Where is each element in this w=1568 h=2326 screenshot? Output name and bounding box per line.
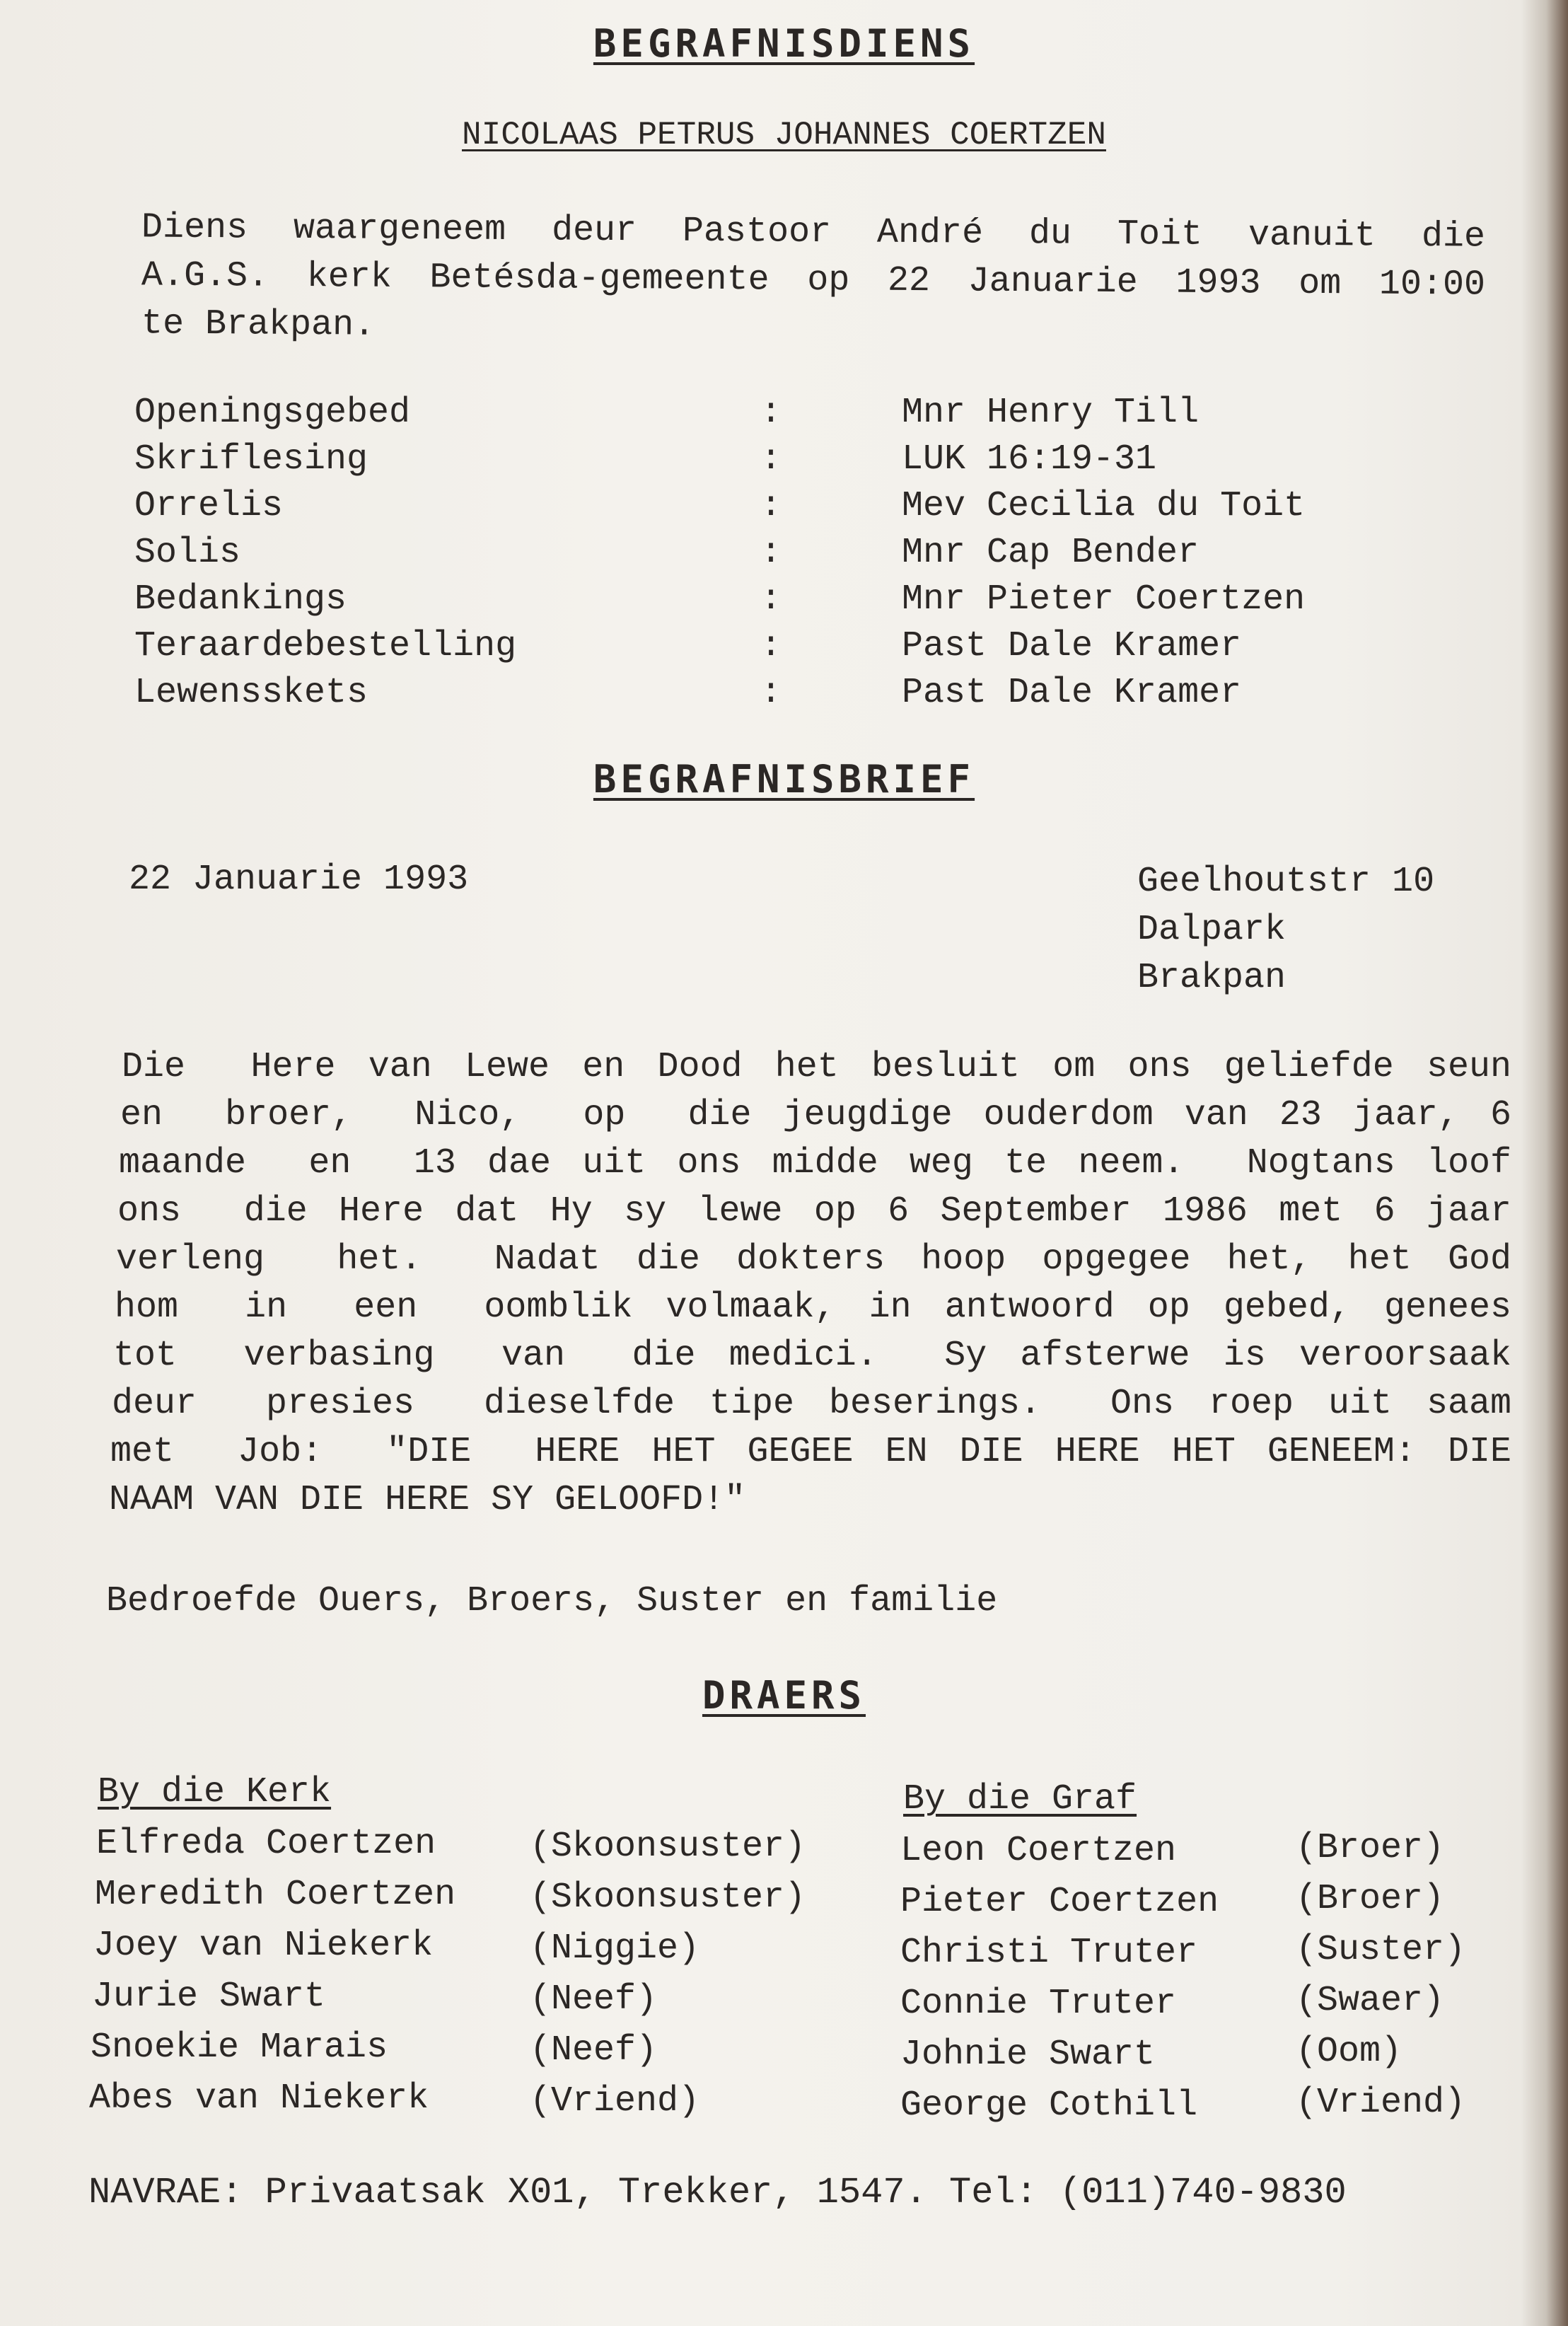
body-line: en broer, Nico, op die jeugdige ouderdom van 23 jaar, 6 xyxy=(120,1095,1511,1135)
church-bearer-relation: (Neef) xyxy=(530,1979,658,2020)
church-bearer-relation: (Skoonsuster) xyxy=(530,1827,806,1867)
program-person: Mev Cecilia du Toit xyxy=(902,486,1306,526)
body-line: met Job: "DIE HERE HET GEGEE EN DIE HERE HET GENEEM: DIE xyxy=(110,1432,1511,1472)
church-bearer-name: Joey van Niekerk xyxy=(93,1926,434,1966)
grave-bearer-relation: (Suster) xyxy=(1296,1930,1466,1970)
program-person: Past Dale Kramer xyxy=(902,626,1242,666)
program-item: Teraardebestelling xyxy=(134,626,517,666)
grave-bearers-heading: By die Graf xyxy=(903,1779,1137,1819)
grave-bearer-relation: (Oom) xyxy=(1296,2032,1403,2072)
address-line: Dalpark xyxy=(1137,910,1287,950)
letter-signature: Bedroefde Ouers, Broers, Suster en familie xyxy=(106,1581,998,1621)
church-bearer-name: Elfreda Coertzen xyxy=(96,1824,436,1864)
footer-enquiries: NAVRAE: Privaatsak X01, Trekker, 1547. Tel: (011)740-9830 xyxy=(88,2172,1347,2214)
address-line: Geelhoutstr 10 xyxy=(1137,862,1435,902)
body-line: deur presies dieselfde tipe beserings. Ons roep uit saam xyxy=(112,1384,1511,1424)
church-bearer-name: Jurie Swart xyxy=(92,1977,326,2017)
intro-line: te Brakpan. xyxy=(141,303,376,346)
body-line: Die Here van Lewe en Dood het besluit om ons geliefde seun xyxy=(122,1047,1511,1087)
church-bearer-relation: (Niggie) xyxy=(530,1928,700,1969)
grave-bearer-name: Leon Coertzen xyxy=(900,1831,1177,1871)
grave-bearer-relation: (Vriend) xyxy=(1296,2083,1466,2123)
church-bearer-name: Abes van Niekerk xyxy=(89,2078,429,2119)
program-item: Orrelis xyxy=(134,486,284,526)
program-person: Mnr Henry Till xyxy=(902,393,1200,433)
address-line: Brakpan xyxy=(1137,958,1287,998)
body-line: NAAM VAN DIE HERE SY GELOOFD!" xyxy=(109,1480,746,1520)
body-line: tot verbasing van die medici. Sy afsterwe is veroorsaak xyxy=(113,1336,1511,1376)
program-separator: : xyxy=(760,579,782,620)
church-bearers-heading: By die Kerk xyxy=(98,1772,332,1812)
program-person: LUK 16:19-31 xyxy=(902,439,1157,480)
grave-bearer-name: Pieter Coertzen xyxy=(900,1882,1219,1922)
grave-bearer-name: Christi Truter xyxy=(900,1933,1198,1973)
body-line: hom in een oomblik volmaak, in antwoord op gebed, genees xyxy=(115,1288,1511,1328)
body-line: maande en 13 dae uit ons midde weg te neem. Nogtans loof xyxy=(119,1143,1511,1184)
church-bearer-relation: (Vriend) xyxy=(530,2081,700,2122)
grave-bearer-relation: (Broer) xyxy=(1296,1879,1445,1919)
program-person: Mnr Pieter Coertzen xyxy=(902,579,1306,620)
program-item: Bedankings xyxy=(134,579,347,620)
program-person: Past Dale Kramer xyxy=(902,673,1242,713)
program-separator: : xyxy=(760,439,782,480)
program-separator: : xyxy=(760,673,782,713)
program-separator: : xyxy=(760,626,782,666)
program-item: Skriflesing xyxy=(134,439,368,480)
grave-bearer-relation: (Swaer) xyxy=(1296,1981,1445,2021)
letter-date: 22 Januarie 1993 xyxy=(129,860,469,900)
program-separator: : xyxy=(760,533,782,573)
body-line: verleng het. Nadat die dokters hoop opgegee het, het God xyxy=(116,1239,1511,1280)
grave-bearer-name: Connie Truter xyxy=(900,1984,1177,2024)
grave-bearer-name: Johnie Swart xyxy=(900,2035,1156,2075)
program-separator: : xyxy=(760,486,782,526)
grave-bearer-relation: (Broer) xyxy=(1296,1828,1445,1868)
program-item: Solis xyxy=(134,533,241,573)
church-bearer-name: Snoekie Marais xyxy=(91,2027,388,2068)
church-bearer-relation: (Skoonsuster) xyxy=(530,1877,806,1918)
deceased-name: NICOLAAS PETRUS JOHANNES COERTZEN xyxy=(462,117,1106,154)
body-line: ons die Here dat Hy sy lewe op 6 September 1986 met 6 jaar xyxy=(117,1191,1511,1232)
program-person: Mnr Cap Bender xyxy=(902,533,1200,573)
program-separator: : xyxy=(760,393,782,433)
letter-title: BEGRAFNISBRIEF xyxy=(593,757,975,802)
service-title: BEGRAFNISDIENS xyxy=(593,21,975,66)
church-bearer-name: Meredith Coertzen xyxy=(95,1875,456,1915)
intro-line: Diens waargeneem deur Pastoor André du Toit vanuit die xyxy=(141,207,1486,258)
program-item: Lewensskets xyxy=(134,673,368,713)
church-bearer-relation: (Neef) xyxy=(530,2030,658,2071)
bearers-title: DRAERS xyxy=(702,1673,866,1718)
grave-bearer-name: George Cothill xyxy=(900,2085,1198,2126)
program-item: Openingsgebed xyxy=(134,393,411,433)
intro-line: A.G.S. kerk Betésda-gemeente op 22 Januarie 1993 om 10:00 xyxy=(141,255,1486,306)
